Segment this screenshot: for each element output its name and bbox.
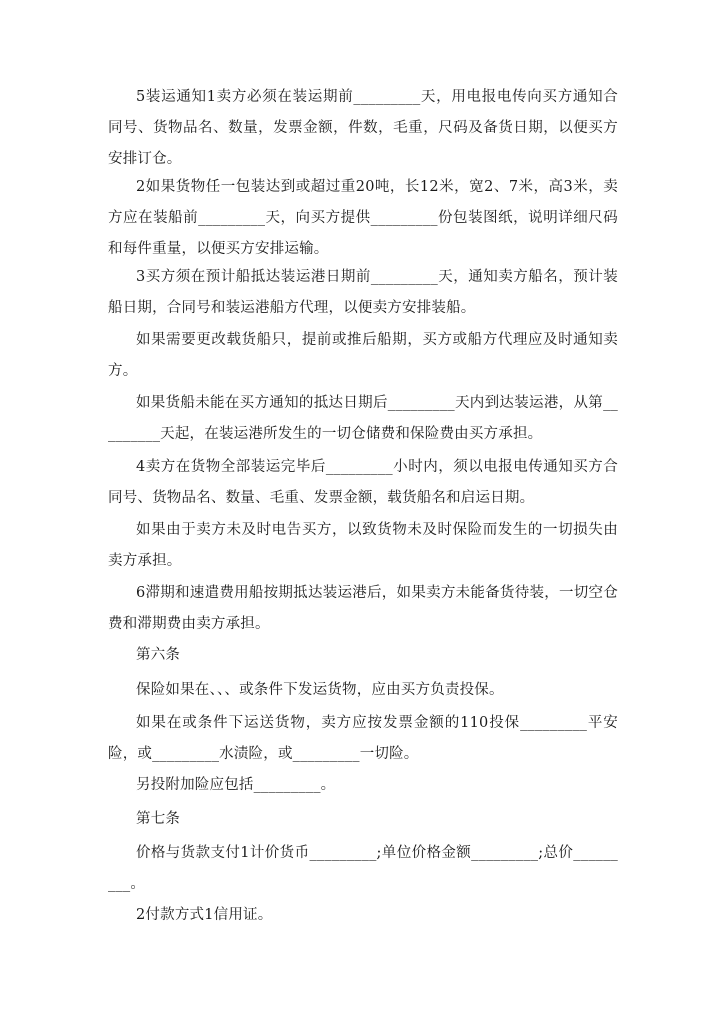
paragraph-additional-insurance: 另投附加险应包括_________。 [136,777,336,793]
paragraph-price-payment: 价格与货款支付1计价货币_________;单位价格金额_________;总价_________。 [108,845,618,892]
paragraph-vessel-delay: 如果货船未能在买方通知的抵达日期后_________天内到达装运港，从第_________天起，在装运港所发生的一切仓储费和保险费由买方承担。 [108,395,618,442]
paragraph-package-drawings: 2如果货物任一包装达到或超过重20吨，长12米，宽2、7米，高3米，卖方应在装船前_________天，向买方提供_________份包装图纸，说明详细尺码和每件重量，以便买方安排运输。 [108,179,618,257]
paragraph-vessel-notice: 3买方须在预计船抵达装运港日期前_________天，通知卖方船名，预计装船日期，合同号和装运港船方代理，以便卖方安排装船。 [108,269,618,316]
paragraph-insurance: 保险如果在、、、或条件下发运货物，应由买方负责投保。 [136,682,504,698]
paragraph-demurrage: 6滞期和速遣费用船按期抵达装运港后，如果卖方未能备货待装，一切空仓费和滞期费由卖方承担。 [108,585,618,632]
paragraph-insurance-coverage: 如果在或条件下运送货物，卖方应按发票金额的110投保_________平安险，或_________水渍险，或_________一切险。 [108,715,618,762]
article-six-heading: 第六条 [136,647,181,663]
article-seven-heading: 第七条 [136,811,181,827]
paragraph-shipping-notice: 5装运通知1卖方必须在装运期前_________天，用电报电传向买方通知合同号、货物品名、数量，发票金额，件数，毛重，尺码及备货日期，以便买方安排订仓。 [108,89,618,167]
paragraph-loading-complete: 4卖方在货物全部装运完毕后_________小时内，须以电报电传通知买方合同号、货物品名、数量、毛重、发票金额，载货船名和启运日期。 [108,459,618,506]
paragraph-vessel-change: 如果需要更改载货船只，提前或推后船期，买方或船方代理应及时通知卖方。 [108,332,618,379]
paragraph-seller-liability: 如果由于卖方未及时电告买方，以致货物未及时保险而发生的一切损失由卖方承担。 [108,522,618,569]
paragraph-payment-method: 2付款方式1信用证。 [136,907,273,923]
